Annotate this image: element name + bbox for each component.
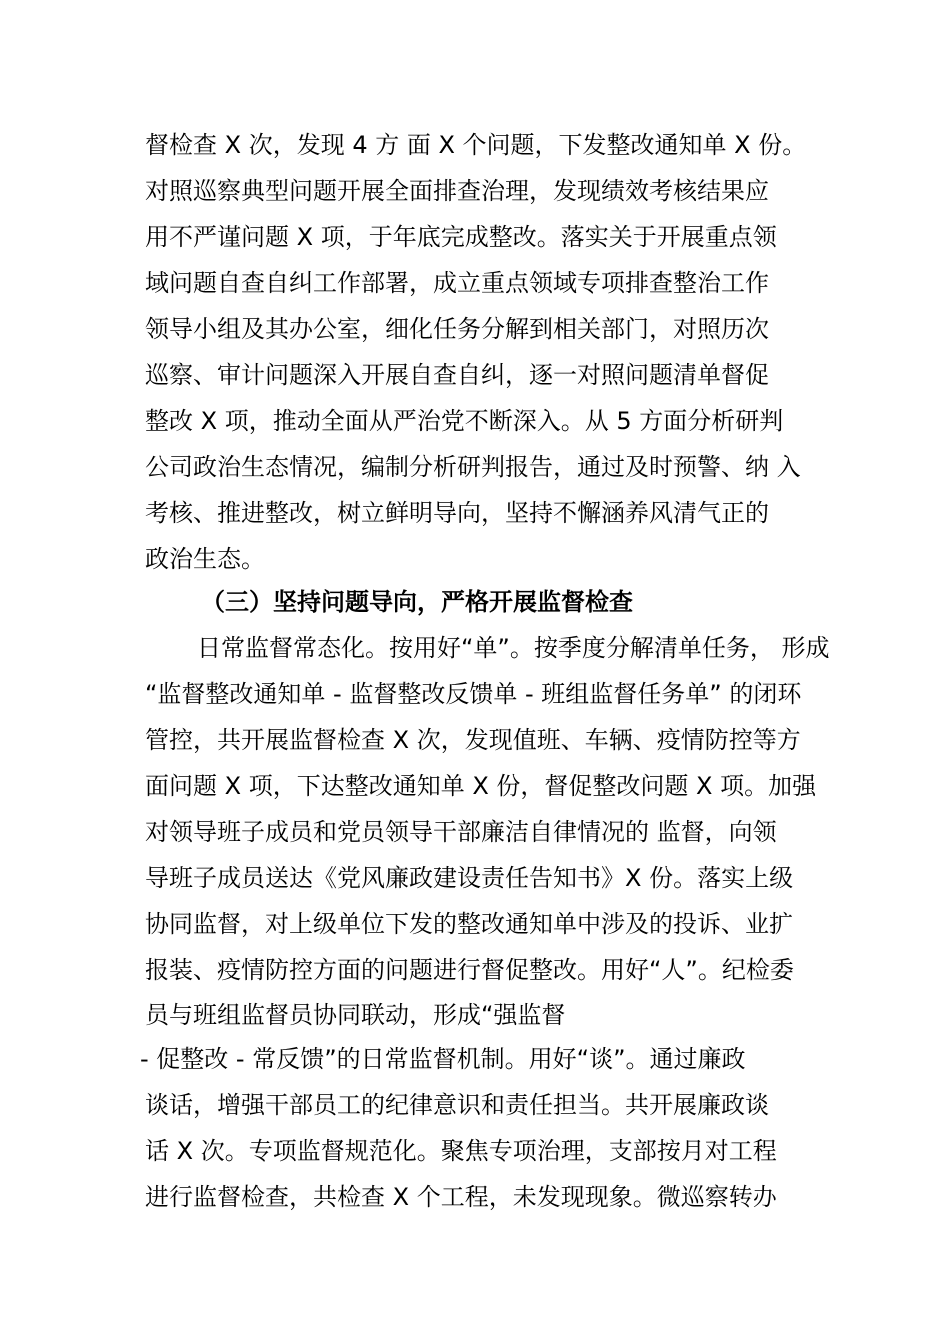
paragraph-line: 对照巡察典型问题开展全面排查治理，发现绩效考核结果应 xyxy=(145,177,769,205)
paragraph-line: 用不严谨问题 X 项，于年底完成整改。落实关于开展重点领 xyxy=(145,223,777,251)
paragraph-line: 协同监督，对上级单位下发的整改通知单中涉及的投诉、业扩 xyxy=(145,910,793,938)
paragraph-line: 话 X 次。专项监督规范化。聚焦专项治理，支部按月对工程 xyxy=(145,1137,777,1165)
paragraph-line: 日常监督常态化。按用好“单”。按季度分解清单任务， 形成 xyxy=(197,634,830,662)
paragraph-line: 管控，共开展监督检查 X 次，发现值班、车辆、疫情防控等方 xyxy=(145,726,801,754)
paragraph-line: 员与班组监督员协同联动，形成“强监督 xyxy=(145,1001,566,1029)
paragraph-line: 进行监督检查，共检查 X 个工程，未发现现象。微巡察转办 xyxy=(145,1183,777,1211)
paragraph-line: 政治生态。 xyxy=(145,545,265,573)
paragraph-line: 对领导班子成员和党员领导干部廉洁自律情况的 监督，向领 xyxy=(145,818,777,846)
paragraph-line: 谈话，增强干部员工的纪律意识和责任担当。共开展廉政谈 xyxy=(145,1091,769,1119)
paragraph-line: 领导小组及其办公室，细化任务分解到相关部门，对照历次 xyxy=(145,315,769,343)
paragraph-line: 考核、推进整改，树立鲜明导向，坚持不懈涵养风清气正的 xyxy=(145,499,769,527)
paragraph-line: 公司政治生态情况，编制分析研判报告，通过及时预警、纳 入 xyxy=(145,453,801,481)
paragraph-line: 导班子成员送达《党风廉政建设责任告知书》X 份。落实上级 xyxy=(145,864,794,892)
paragraph-line: “监督整改通知单 - 监督整改反馈单 - 班组监督任务单” 的闭环 xyxy=(145,680,802,708)
paragraph-line: - 促整改 - 常反馈”的日常监督机制。用好“谈”。通过廉政 xyxy=(140,1045,746,1073)
paragraph-line: 督检查 X 次，发现 4 方 面 X 个问题，下发整改通知单 X 份。 xyxy=(145,131,807,159)
section-heading: （三）坚持问题导向，严格开展监督检查 xyxy=(201,588,633,616)
paragraph-line: 报装、疫情防控方面的问题进行督促整改。用好“人”。纪检委 xyxy=(145,956,794,984)
paragraph-line: 整改 X 项，推动全面从严治党不断深入。从 5 方面分析研判 xyxy=(145,407,784,435)
paragraph-line: 域问题自查自纠工作部署，成立重点领域专项排查整治工作 xyxy=(145,269,769,297)
paragraph-line: 巡察、审计问题深入开展自查自纠，逐一对照问题清单督促 xyxy=(145,361,769,389)
paragraph-line: 面问题 X 项，下达整改通知单 X 份，督促整改问题 X 项。加强 xyxy=(145,772,817,800)
